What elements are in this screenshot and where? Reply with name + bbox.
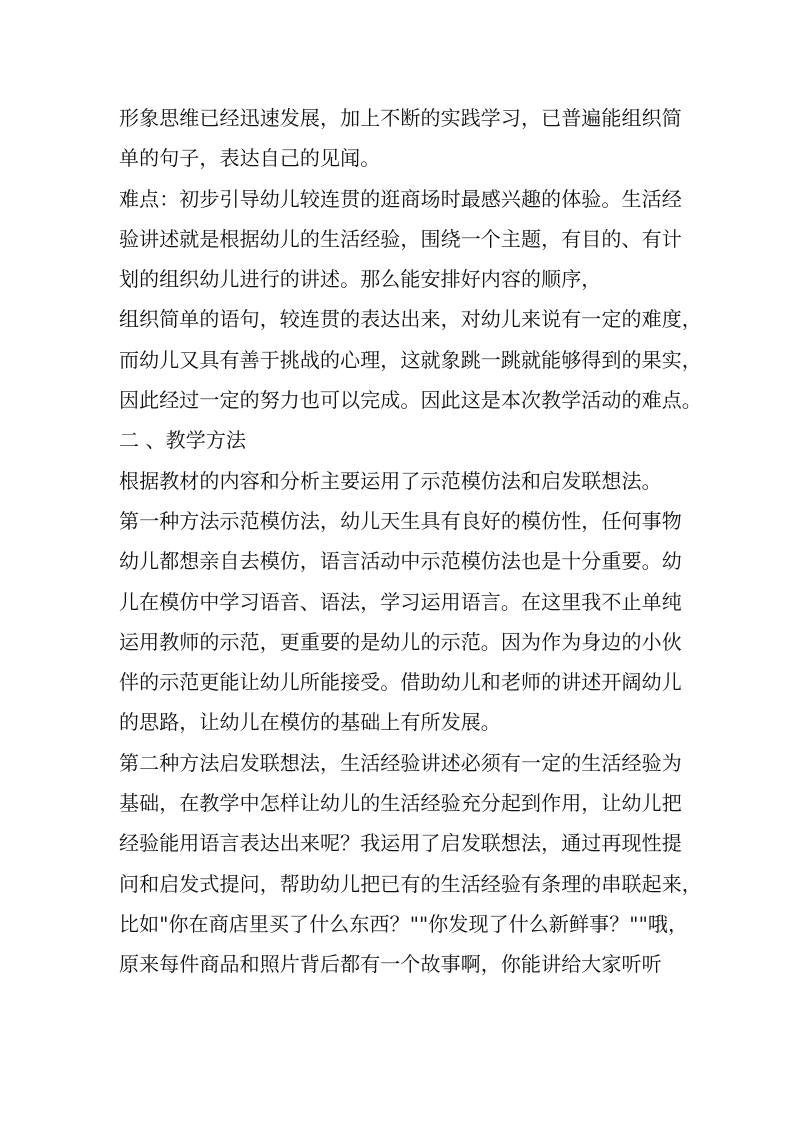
- text-line: 原来每件商品和照片背后都有一个故事啊，你能讲给大家听听: [119, 952, 662, 977]
- text-line: 划的组织幼儿进行的讲述。那么能安排好内容的顺序，: [119, 267, 602, 292]
- text-line: 根据教材的内容和分析主要运用了示范模仿法和启发联想法。: [119, 468, 662, 493]
- text-line: 单的句子，表达自己的见闻。: [119, 146, 381, 171]
- text-line: 比如"你在商店里买了什么东西？""你发现了什么新鲜事？""哦，: [119, 911, 689, 936]
- text-line: 经验能用语言表达出来呢？我运用了启发联想法，通过再现性提: [119, 831, 682, 856]
- section-heading: 二 、教学方法: [119, 428, 247, 453]
- text-line: 伴的示范更能让幼儿所能接受。借助幼儿和老师的讲述开阔幼儿: [119, 670, 682, 695]
- text-line: 问和启发式提问，帮助幼儿把已有的生活经验有条理的串联起来，: [119, 871, 702, 896]
- text-line: 的思路，让幼儿在模仿的基础上有所发展。: [119, 710, 501, 735]
- text-line: 形象思维已经迅速发展，加上不断的实践学习，已普遍能组织简: [119, 106, 682, 130]
- text-line: 基础，在教学中怎样让幼儿的生活经验充分起到作用，让幼儿把: [119, 791, 682, 816]
- text-line: 验讲述就是根据幼儿的生活经验，围绕一个主题，有目的、有计: [119, 226, 682, 251]
- document-body: [119, 98, 702, 985]
- text-line: 组织简单的语句，较连贯的表达出来，对幼儿来说有一定的难度，: [119, 307, 702, 332]
- text-line: 第一种方法示范模仿法，幼儿天生具有良好的模仿性，任何事物: [119, 508, 682, 533]
- text-line: 第二种方法启发联想法，生活经验讲述必须有一定的生活经验为: [119, 750, 682, 775]
- text-line: 而幼儿又具有善于挑战的心理，这就象跳一跳就能够得到的果实，: [119, 347, 702, 372]
- text-line: 运用教师的示范，更重要的是幼儿的示范。因为作为身边的小伙: [119, 629, 682, 654]
- text-line: 儿在模仿中学习语音、语法，学习运用语言。在这里我不止单纯: [119, 589, 682, 614]
- text-line: 幼儿都想亲自去模仿，语言活动中示范模仿法也是十分重要。幼: [119, 549, 682, 574]
- text-line: 难点：初步引导幼儿较连贯的逛商场时最感兴趣的体验。生活经: [119, 186, 682, 211]
- text-line: 因此经过一定的努力也可以完成。因此这是本次教学活动的难点。: [119, 388, 702, 413]
